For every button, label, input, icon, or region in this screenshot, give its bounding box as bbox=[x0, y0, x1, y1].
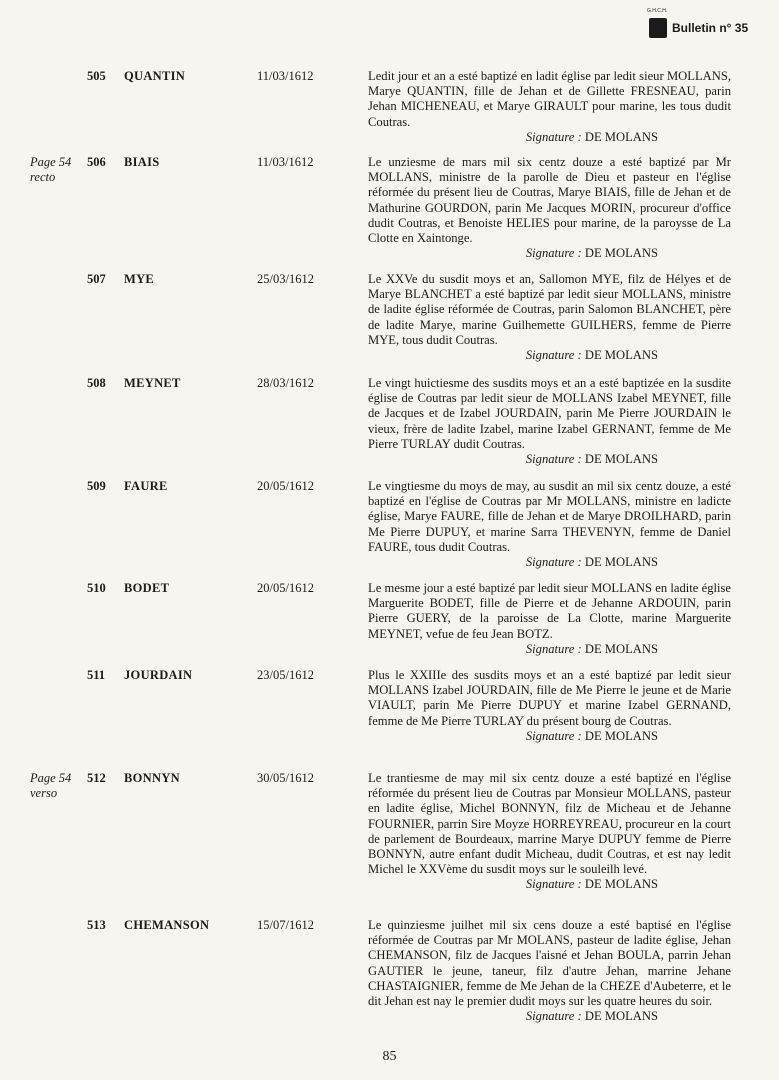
logo-caption: G.H.C.H. bbox=[647, 8, 668, 14]
society-logo-icon bbox=[649, 18, 667, 38]
entry-signature bbox=[368, 642, 731, 657]
entry-text-block bbox=[368, 771, 731, 893]
entry-text: Le XXVe du susdit moys et an, Sallomon MYE, filz de Hélyes et de Marye BLANCHET a esté baptizé par ledit sieur MOLLANS, ministre de ladite église réformée de Coutras, parin Salomon BLANCHET, père de ladite Marye, marine Guilhemette GUILHERS, femme de Pierre MYE, tous dudit Coutras. bbox=[368, 272, 731, 347]
entry-text: Ledit jour et an a esté baptizé en ladit église par ledit sieur MOLLANS, Marye QUANTIN, fille de Jehan et de Gillette FRESNEAU, parin Jehan MICHENEAU, et Marye GIRAULT pour marine, les tous dudit Coutras. bbox=[368, 69, 731, 129]
entry-signature bbox=[368, 729, 731, 744]
page-note: Page 54 recto bbox=[30, 155, 72, 184]
entry-text-block bbox=[368, 272, 731, 363]
entry-surname: FAURE bbox=[124, 479, 168, 493]
entry-number: 507 bbox=[87, 272, 106, 286]
signature-value: DE MOLANS bbox=[584, 129, 658, 144]
signature-value: DE MOLANS bbox=[584, 1009, 658, 1024]
entry-signature bbox=[368, 877, 731, 892]
entry-date: 20/05/1612 bbox=[257, 581, 314, 595]
entry-text: Le trantiesme de may mil six centz douze a esté baptizé en l'église réformée du présent lieu de Coutras par Monsieur MOLLANS, pasteur en ladite église, Michel BONNYN, filz de Micheau et de Jehanne FOURNIER, parrin Sire Moyze HORREYREAU, procureur en la court de parlement de Bourdeaux, marrine Marye DUPUY femme de Pierre BONNYN, autre enfant dudit Micheau, dudit Coutras, et est nay ledit Michel le XXVème du susdit moys sur le souleilh levé. bbox=[368, 771, 731, 877]
entry-signature bbox=[368, 348, 731, 363]
signature-value: DE MOLANS bbox=[584, 555, 658, 570]
signature-label: Signature : bbox=[525, 348, 582, 363]
signature-value: DE MOLANS bbox=[584, 641, 658, 656]
bulletin-title: Bulletin n° 35 bbox=[672, 21, 749, 35]
entry-text: Le vingt huictiesme des susdits moys et an a esté baptizée en la susdite église de Coutras par ledit sieur de MOLLANS Izabel MEYNET, fille de Jacques et de Izabel JOURDAIN, parin Me Pierre JOURDAIN le vieux, frère de ladite Izabel, marine Izabel GERNANT, femme de Me Pierre TURLAY dudit Coutras. bbox=[368, 376, 731, 451]
entry-number: 512 bbox=[87, 771, 106, 785]
signature-label: Signature : bbox=[525, 555, 582, 570]
entry-text: Le quinziesme juilhet mil six cens douze a esté baptisé en l'église réformée de Coutras par Mr MOLANS, pasteur de ladite église, Jehan CHEMANSON, filz de Jacques l'aisné et Jehan BOULA, parrin Jehan GAUTIER le jeune, taneur, filz d'autre Jehan, marrine Jehane CHASTAIGNIER, femme de Me Jehan de la CHEZE d'Aubeterre, et le dit Jehan est nay le premier dudit moys sur les quatre heures du soir. bbox=[368, 918, 731, 1009]
entry-number: 513 bbox=[87, 918, 106, 932]
entry-date: 23/05/1612 bbox=[257, 668, 314, 682]
entry-surname: BONNYN bbox=[124, 771, 180, 785]
signature-value: DE MOLANS bbox=[584, 877, 658, 892]
entry-text-block bbox=[368, 376, 731, 467]
bulletin-header bbox=[609, 8, 759, 42]
entry-signature bbox=[368, 555, 731, 570]
entry-date: 15/07/1612 bbox=[257, 918, 314, 932]
entry-number: 505 bbox=[87, 69, 106, 83]
entry-date: 11/03/1612 bbox=[257, 69, 314, 83]
entry-number: 506 bbox=[87, 155, 106, 169]
signature-label: Signature : bbox=[525, 641, 582, 656]
entry-number: 509 bbox=[87, 479, 106, 493]
entry-number: 511 bbox=[87, 668, 106, 682]
signature-label: Signature : bbox=[525, 877, 582, 892]
signature-label: Signature : bbox=[525, 452, 582, 467]
signature-label: Signature : bbox=[525, 246, 582, 261]
entry-number: 508 bbox=[87, 376, 106, 390]
entry-surname: MYE bbox=[124, 272, 155, 286]
entry-date: 20/05/1612 bbox=[257, 479, 314, 493]
entry-text-block bbox=[368, 581, 731, 657]
entry-signature bbox=[368, 1009, 731, 1024]
signature-value: DE MOLANS bbox=[584, 246, 658, 261]
entry-surname: MEYNET bbox=[124, 376, 181, 390]
entry-text-block bbox=[368, 479, 731, 570]
entry-signature bbox=[368, 130, 731, 145]
entry-surname: CHEMANSON bbox=[124, 918, 210, 932]
entry-surname: QUANTIN bbox=[124, 69, 186, 83]
entry-surname: BIAIS bbox=[124, 155, 160, 169]
entry-surname: JOURDAIN bbox=[124, 668, 193, 682]
entry-signature bbox=[368, 452, 731, 467]
entry-text: Le unziesme de mars mil six centz douze a esté baptizé par Mr MOLLANS, ministre de la parolle de Dieu et pasteur en l'église réformée du présent lieu de Coutras, Marye BIAIS, fille de Jehan et de Mathurine GOURDON, parin Me Jacques MORIN, procureur d'office dudit Coutras, et Benoiste HELIES pour marine, de la paroysse de La Clotte en Xaintonge. bbox=[368, 155, 731, 246]
entry-date: 25/03/1612 bbox=[257, 272, 314, 286]
entry-date: 11/03/1612 bbox=[257, 155, 314, 169]
entry-text-block bbox=[368, 918, 731, 1024]
page-note: Page 54 verso bbox=[30, 771, 72, 800]
entry-text-block bbox=[368, 668, 731, 744]
entry-number: 510 bbox=[87, 581, 106, 595]
signature-value: DE MOLANS bbox=[584, 348, 658, 363]
signature-label: Signature : bbox=[525, 129, 582, 144]
entry-date: 28/03/1612 bbox=[257, 376, 314, 390]
entry-text: Le mesme jour a esté baptizé par ledit sieur MOLLANS en ladite église Marguerite BODET, fille de Pierre et de Jehanne ARDOUIN, parin Pierre GUERY, de la paroisse de La Clotte, marine Marguerite MEYNET, vefue de feu Jean BOTZ. bbox=[368, 581, 731, 641]
signature-label: Signature : bbox=[525, 1009, 582, 1024]
entry-text-block bbox=[368, 155, 731, 261]
entry-text: Plus le XXIIIe des susdits moys et an a esté baptizé par ledit sieur MOLLANS Izabel JOURDAIN, fille de Me Pierre le jeune et de Marie VIAULT, parin Me Pierre DUPUY et marine Izabel GERNAND, femme de Me Pierre TURLAY du présent bourg de Coutras. bbox=[368, 668, 731, 728]
entry-text-block bbox=[368, 69, 731, 145]
signature-value: DE MOLANS bbox=[584, 452, 658, 467]
entry-signature bbox=[368, 246, 731, 261]
entry-text: Le vingtiesme du moys de may, au susdit an mil six centz douze, a esté baptizé en l'église de Coutras par Mr MOLLANS, ministre en ladicte église, Marye FAURE, fille de Jehan et de Marye DROILHARD, parin Me Pierre DUPUY, et marine Sarra THEVENYN, femme de Daniel FAURE, tous dudit Coutras. bbox=[368, 479, 731, 554]
signature-value: DE MOLANS bbox=[584, 728, 658, 743]
page-number: 85 bbox=[382, 1049, 397, 1064]
entry-date: 30/05/1612 bbox=[257, 771, 314, 785]
entry-surname: BODET bbox=[124, 581, 170, 595]
signature-label: Signature : bbox=[525, 728, 582, 743]
